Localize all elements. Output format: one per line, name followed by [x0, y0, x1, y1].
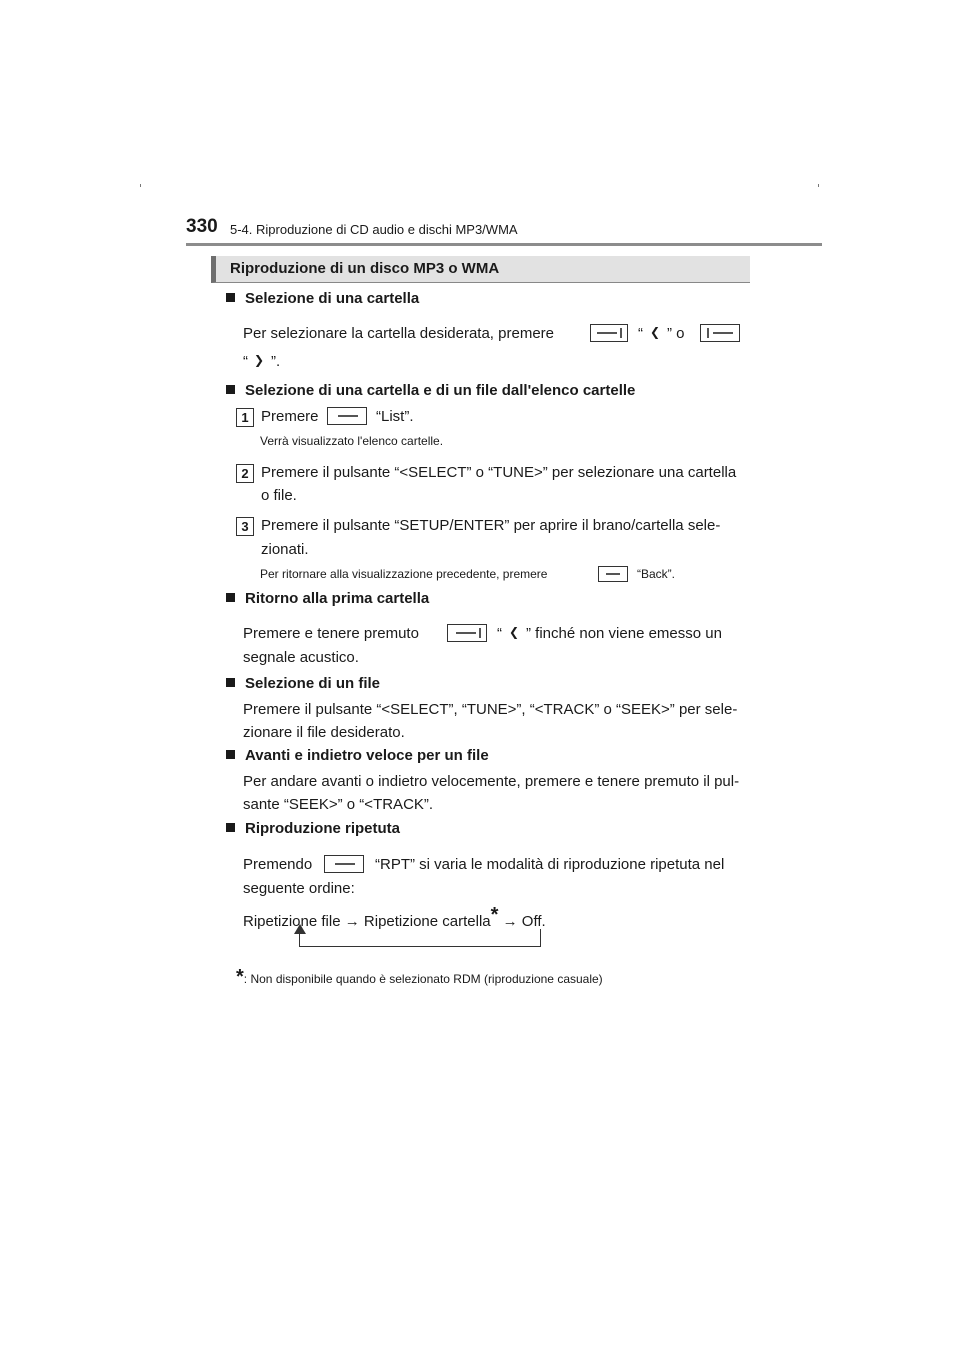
- step1-post-text: “List”.: [376, 408, 414, 425]
- breadcrumb: 5-4. Riproduzione di CD audio e dischi MP3/WMA: [230, 222, 518, 237]
- s5-line2: sante “SEEK>” o “<TRACK”.: [243, 796, 434, 813]
- crop-mark-left: [140, 184, 141, 187]
- s1-quote-close-or: ” o: [667, 325, 685, 342]
- list-button-icon: [327, 407, 367, 425]
- asterisk-icon: *: [490, 904, 499, 926]
- s1-line2-open: “: [243, 353, 248, 370]
- section-title-box: [211, 256, 750, 283]
- heading-fast-forward-rewind: Avanti e indietro veloce per un file: [226, 747, 489, 764]
- s3-line1-rest: ” finché non viene emesso un: [526, 625, 722, 642]
- heading-repeat-playback: Riproduzione ripetuta: [226, 820, 400, 837]
- repeat-sequence: Ripetizione file → Ripetizione cartella* → Off.: [243, 904, 546, 930]
- step3-line1: Premere il pulsante “SETUP/ENTER” per aprire il brano/cartella sele-: [261, 517, 721, 534]
- folder-prev-button-icon: [590, 324, 628, 342]
- heading-folder-file-list: Selezione di una cartella e di un file dall'elenco cartelle: [226, 382, 635, 399]
- s1-line2-close: ”.: [271, 353, 281, 370]
- step2-line2: o file.: [261, 487, 297, 504]
- s6-line1-rest: “RPT” si varia le modalità di riproduzione ripetuta nel: [375, 856, 725, 873]
- s1-quote-open: “: [638, 325, 643, 342]
- loop-back-arrow: [299, 929, 541, 947]
- s5-line1: Per andare avanti o indietro velocemente, premere e tenere premuto il pul-: [243, 773, 740, 790]
- arrow-right-icon: →: [344, 913, 360, 930]
- bullet-square-icon: [226, 385, 235, 394]
- step-number-1: 1: [236, 408, 254, 427]
- asterisk-icon: *: [236, 966, 244, 988]
- page-number: 330: [186, 216, 218, 237]
- step-number-2: 2: [236, 464, 254, 483]
- header-rule: [186, 243, 822, 246]
- step1-pre-text: Premere: [261, 408, 319, 425]
- step-number-3: 3: [236, 517, 254, 536]
- s4-line1: Premere il pulsante “<SELECT”, “TUNE>”, “<TRACK” o “SEEK>” per sele-: [243, 701, 738, 718]
- heading-return-first-folder: Ritorno alla prima cartella: [226, 590, 429, 607]
- s6-line2: seguente ordine:: [243, 880, 355, 897]
- s3-line2: segnale acustico.: [243, 649, 359, 666]
- bullet-square-icon: [226, 750, 235, 759]
- folder-prev-button-icon-2: [447, 624, 487, 642]
- s6-line1-pre: Premendo: [243, 856, 313, 873]
- arrow-right-icon: →: [502, 913, 518, 930]
- section-title: Riproduzione di un disco MP3 o WMA: [230, 260, 500, 277]
- heading-select-folder: Selezione di una cartella: [226, 290, 419, 307]
- step2-line1: Premere il pulsante “<SELECT” o “TUNE>” per selezionare una cartella: [261, 464, 737, 481]
- s4-line2: zionare il file desiderato.: [243, 724, 405, 741]
- crop-mark-right: [818, 184, 819, 187]
- step3-note-post: “Back”.: [637, 567, 676, 581]
- loop-arrowhead-icon: [294, 924, 306, 934]
- bullet-square-icon: [226, 293, 235, 302]
- chevron-left-icon: ❮: [650, 325, 661, 339]
- step3-note-text: Per ritornare alla visualizzazione precedente, premere: [260, 567, 548, 581]
- chevron-right-icon: ❯: [254, 353, 265, 367]
- step3-line2: zionati.: [261, 541, 309, 558]
- folder-next-button-icon: [700, 324, 740, 342]
- chevron-left-icon-2: ❮: [509, 625, 520, 639]
- footnote: *: Non disponibile quando è selezionato RDM (riproduzione casuale): [236, 966, 603, 988]
- s1-line1-text: Per selezionare la cartella desiderata, premere: [243, 325, 554, 342]
- step1-note: Verrà visualizzato l'elenco cartelle.: [260, 434, 444, 448]
- bullet-square-icon: [226, 593, 235, 602]
- rpt-button-icon: [324, 855, 364, 873]
- bullet-square-icon: [226, 823, 235, 832]
- s3-quote-open: “: [497, 625, 502, 642]
- back-button-icon: [598, 566, 628, 582]
- bullet-square-icon: [226, 678, 235, 687]
- heading-select-file: Selezione di un file: [226, 675, 380, 692]
- s3-line1-text: Premere e tenere premuto: [243, 625, 419, 642]
